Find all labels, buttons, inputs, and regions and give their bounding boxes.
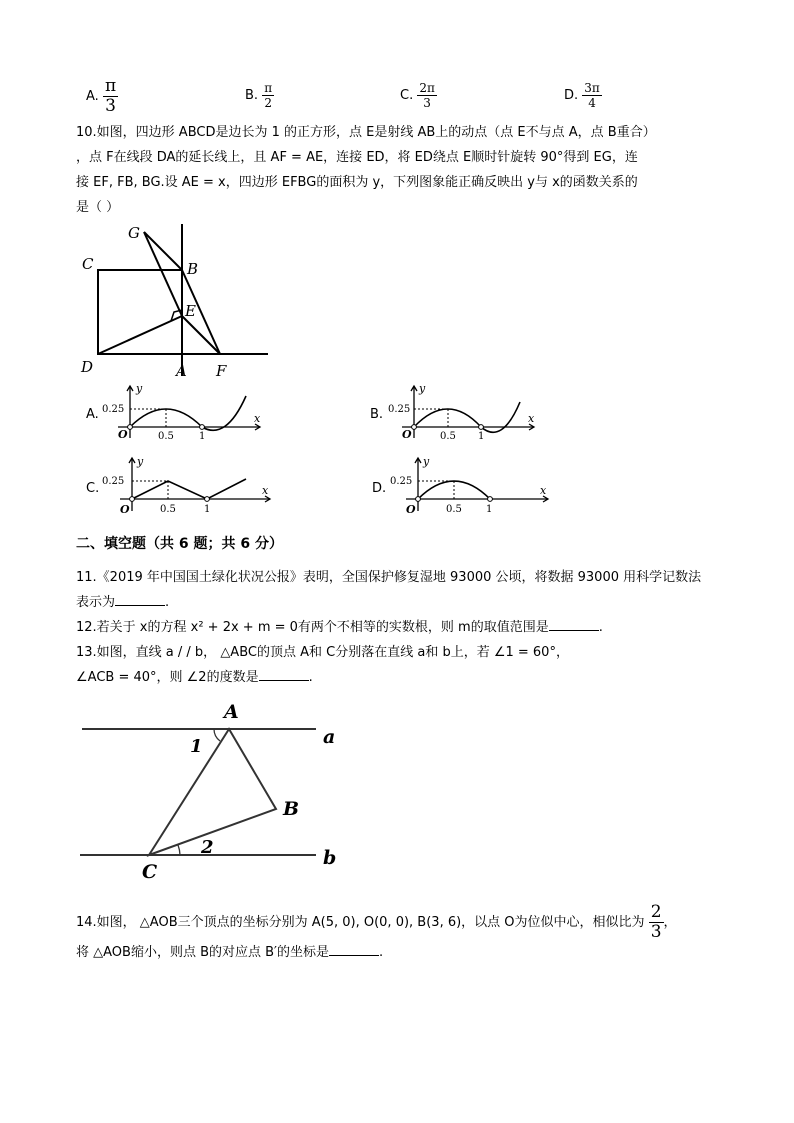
q10-line-3: 接 EF, FB, BG.设 AE = x，四边形 EFBG的面积为 y，下列图象能正确反映出 y与 x的函数关系的 xyxy=(76,175,638,190)
label-angle-1: 1 xyxy=(190,736,203,757)
label-line-a: a xyxy=(323,726,336,748)
q9-option-a: A. $\frac{\pi}{3}$ xyxy=(86,76,117,116)
svg-text:0.25: 0.25 xyxy=(102,476,125,487)
svg-text:x: x xyxy=(540,484,547,497)
label-line-b: b xyxy=(323,847,337,869)
q14-line-1: 14.如图， △AOB三个顶点的坐标分别为 A(5, 0), O(0, 0), B(3, 6)，以点 O为位似中心，相似比为 $\frac{2}{3}$ ， xyxy=(76,902,677,942)
q10-square-figure xyxy=(76,222,276,382)
svg-text:x: x xyxy=(254,412,261,425)
label-d: D xyxy=(81,358,94,376)
svg-text:1: 1 xyxy=(199,431,206,442)
svg-text:0.5: 0.5 xyxy=(158,431,174,442)
label-e: E xyxy=(185,302,196,320)
svg-text:y: y xyxy=(136,382,143,395)
q10-graph-c-label: C. xyxy=(86,481,100,496)
square-abcd xyxy=(98,270,182,354)
svg-text:0.5: 0.5 xyxy=(440,431,456,442)
segment-eg xyxy=(144,232,182,316)
segment-ed xyxy=(98,316,182,354)
svg-text:0.25: 0.25 xyxy=(388,404,411,415)
q12-line: 12.若关于 x的方程 x² + 2x + m = 0有两个不相等的实数根，则 m的取值范围是 . xyxy=(76,620,603,635)
label-angle-2: 2 xyxy=(201,837,214,858)
segment-ef xyxy=(182,316,220,354)
q10-graph-b-label: B. xyxy=(370,407,384,422)
q13-line-1: 13.如图，直线 a / / b， △ABC的顶点 A和 C分别落在直线 a和 b上，若 ∠1 = 60°， xyxy=(76,645,569,660)
label-f: F xyxy=(216,362,227,380)
q9-option-c-fraction: $\frac{2\pi}{3}$ xyxy=(419,81,435,110)
q9-option-d-fraction: $\frac{3\pi}{4}$ xyxy=(584,81,600,110)
q13-answer-blank[interactable] xyxy=(259,668,309,681)
svg-text:y: y xyxy=(423,455,430,468)
label-b-point: B xyxy=(283,798,300,820)
q10-graph-a-label: A. xyxy=(86,407,99,422)
q14-line-2: 将 △AOB缩小，则点 B的对应点 B′的坐标是 . xyxy=(76,945,384,960)
q11-line-1: 11.《2019 年中国国土绿化状况公报》表明，全国保护修复湿地 93000 公顷，将数据 93000 用科学记数法 xyxy=(76,570,702,585)
q9-option-a-fraction: $\frac{\pi}{3}$ xyxy=(104,76,117,116)
q10-graph-d xyxy=(388,455,553,517)
svg-text:1: 1 xyxy=(204,504,211,515)
label-b: B xyxy=(187,260,199,278)
q10-graph-a xyxy=(100,382,270,442)
label-c-point: C xyxy=(142,861,158,883)
svg-text:0.25: 0.25 xyxy=(390,476,413,487)
section-2-title: 二、填空题（共 6 题；共 6 分） xyxy=(76,536,283,552)
svg-text:0.5: 0.5 xyxy=(446,504,462,515)
q9-option-c: C. $\frac{2\pi}{3}$ xyxy=(400,81,435,110)
q9-option-d: D. $\frac{3\pi}{4}$ xyxy=(564,81,600,110)
q10-line-2: ，点 F在线段 DA的延长线上，且 AF = AE，连接 ED，将 ED绕点 E顺时针旋转 90°得到 EG，连 xyxy=(76,150,638,165)
q11-answer-blank[interactable] xyxy=(115,593,165,606)
label-g: G xyxy=(128,224,140,242)
svg-text:x: x xyxy=(262,484,269,497)
segment-bg xyxy=(144,232,182,270)
svg-text:O: O xyxy=(120,503,130,516)
q10-line-4: 是（ ） xyxy=(76,200,120,215)
svg-text:O: O xyxy=(118,428,128,441)
q9-option-b: B. $\frac{\pi}{2}$ xyxy=(245,81,273,110)
q14-answer-blank[interactable] xyxy=(329,943,379,956)
svg-text:1: 1 xyxy=(478,431,485,442)
q10-graph-d-label: D. xyxy=(372,481,387,496)
label-a: A xyxy=(176,362,187,380)
q13-triangle-figure xyxy=(70,695,360,885)
label-c: C xyxy=(82,255,94,273)
svg-text:O: O xyxy=(406,503,416,516)
q13-line-2: ∠ACB = 40°，则 ∠2的度数是 . xyxy=(76,670,313,685)
q10-graph-c xyxy=(100,455,275,517)
svg-text:y: y xyxy=(137,455,144,468)
svg-text:x: x xyxy=(528,412,535,425)
svg-text:y: y xyxy=(419,382,426,395)
svg-text:0.5: 0.5 xyxy=(160,504,176,515)
label-a-point: A xyxy=(224,701,239,723)
q12-answer-blank[interactable] xyxy=(549,618,599,631)
svg-text:1: 1 xyxy=(486,504,493,515)
angle-2-arc xyxy=(178,845,180,855)
svg-text:0.25: 0.25 xyxy=(102,404,125,415)
q10-graph-b xyxy=(386,382,556,442)
q10-line-1: 10.如图，四边形 ABCD是边长为 1 的正方形，点 E是射线 AB上的动点（点 E不与点 A，点 B重合） xyxy=(76,125,656,140)
svg-text:O: O xyxy=(402,428,412,441)
q14-ratio-fraction: $\frac{2}{3}$ xyxy=(650,902,662,942)
q11-line-2: 表示为 . xyxy=(76,595,170,610)
angle-1-arc xyxy=(214,729,220,741)
q9-option-b-fraction: $\frac{\pi}{2}$ xyxy=(264,81,273,110)
